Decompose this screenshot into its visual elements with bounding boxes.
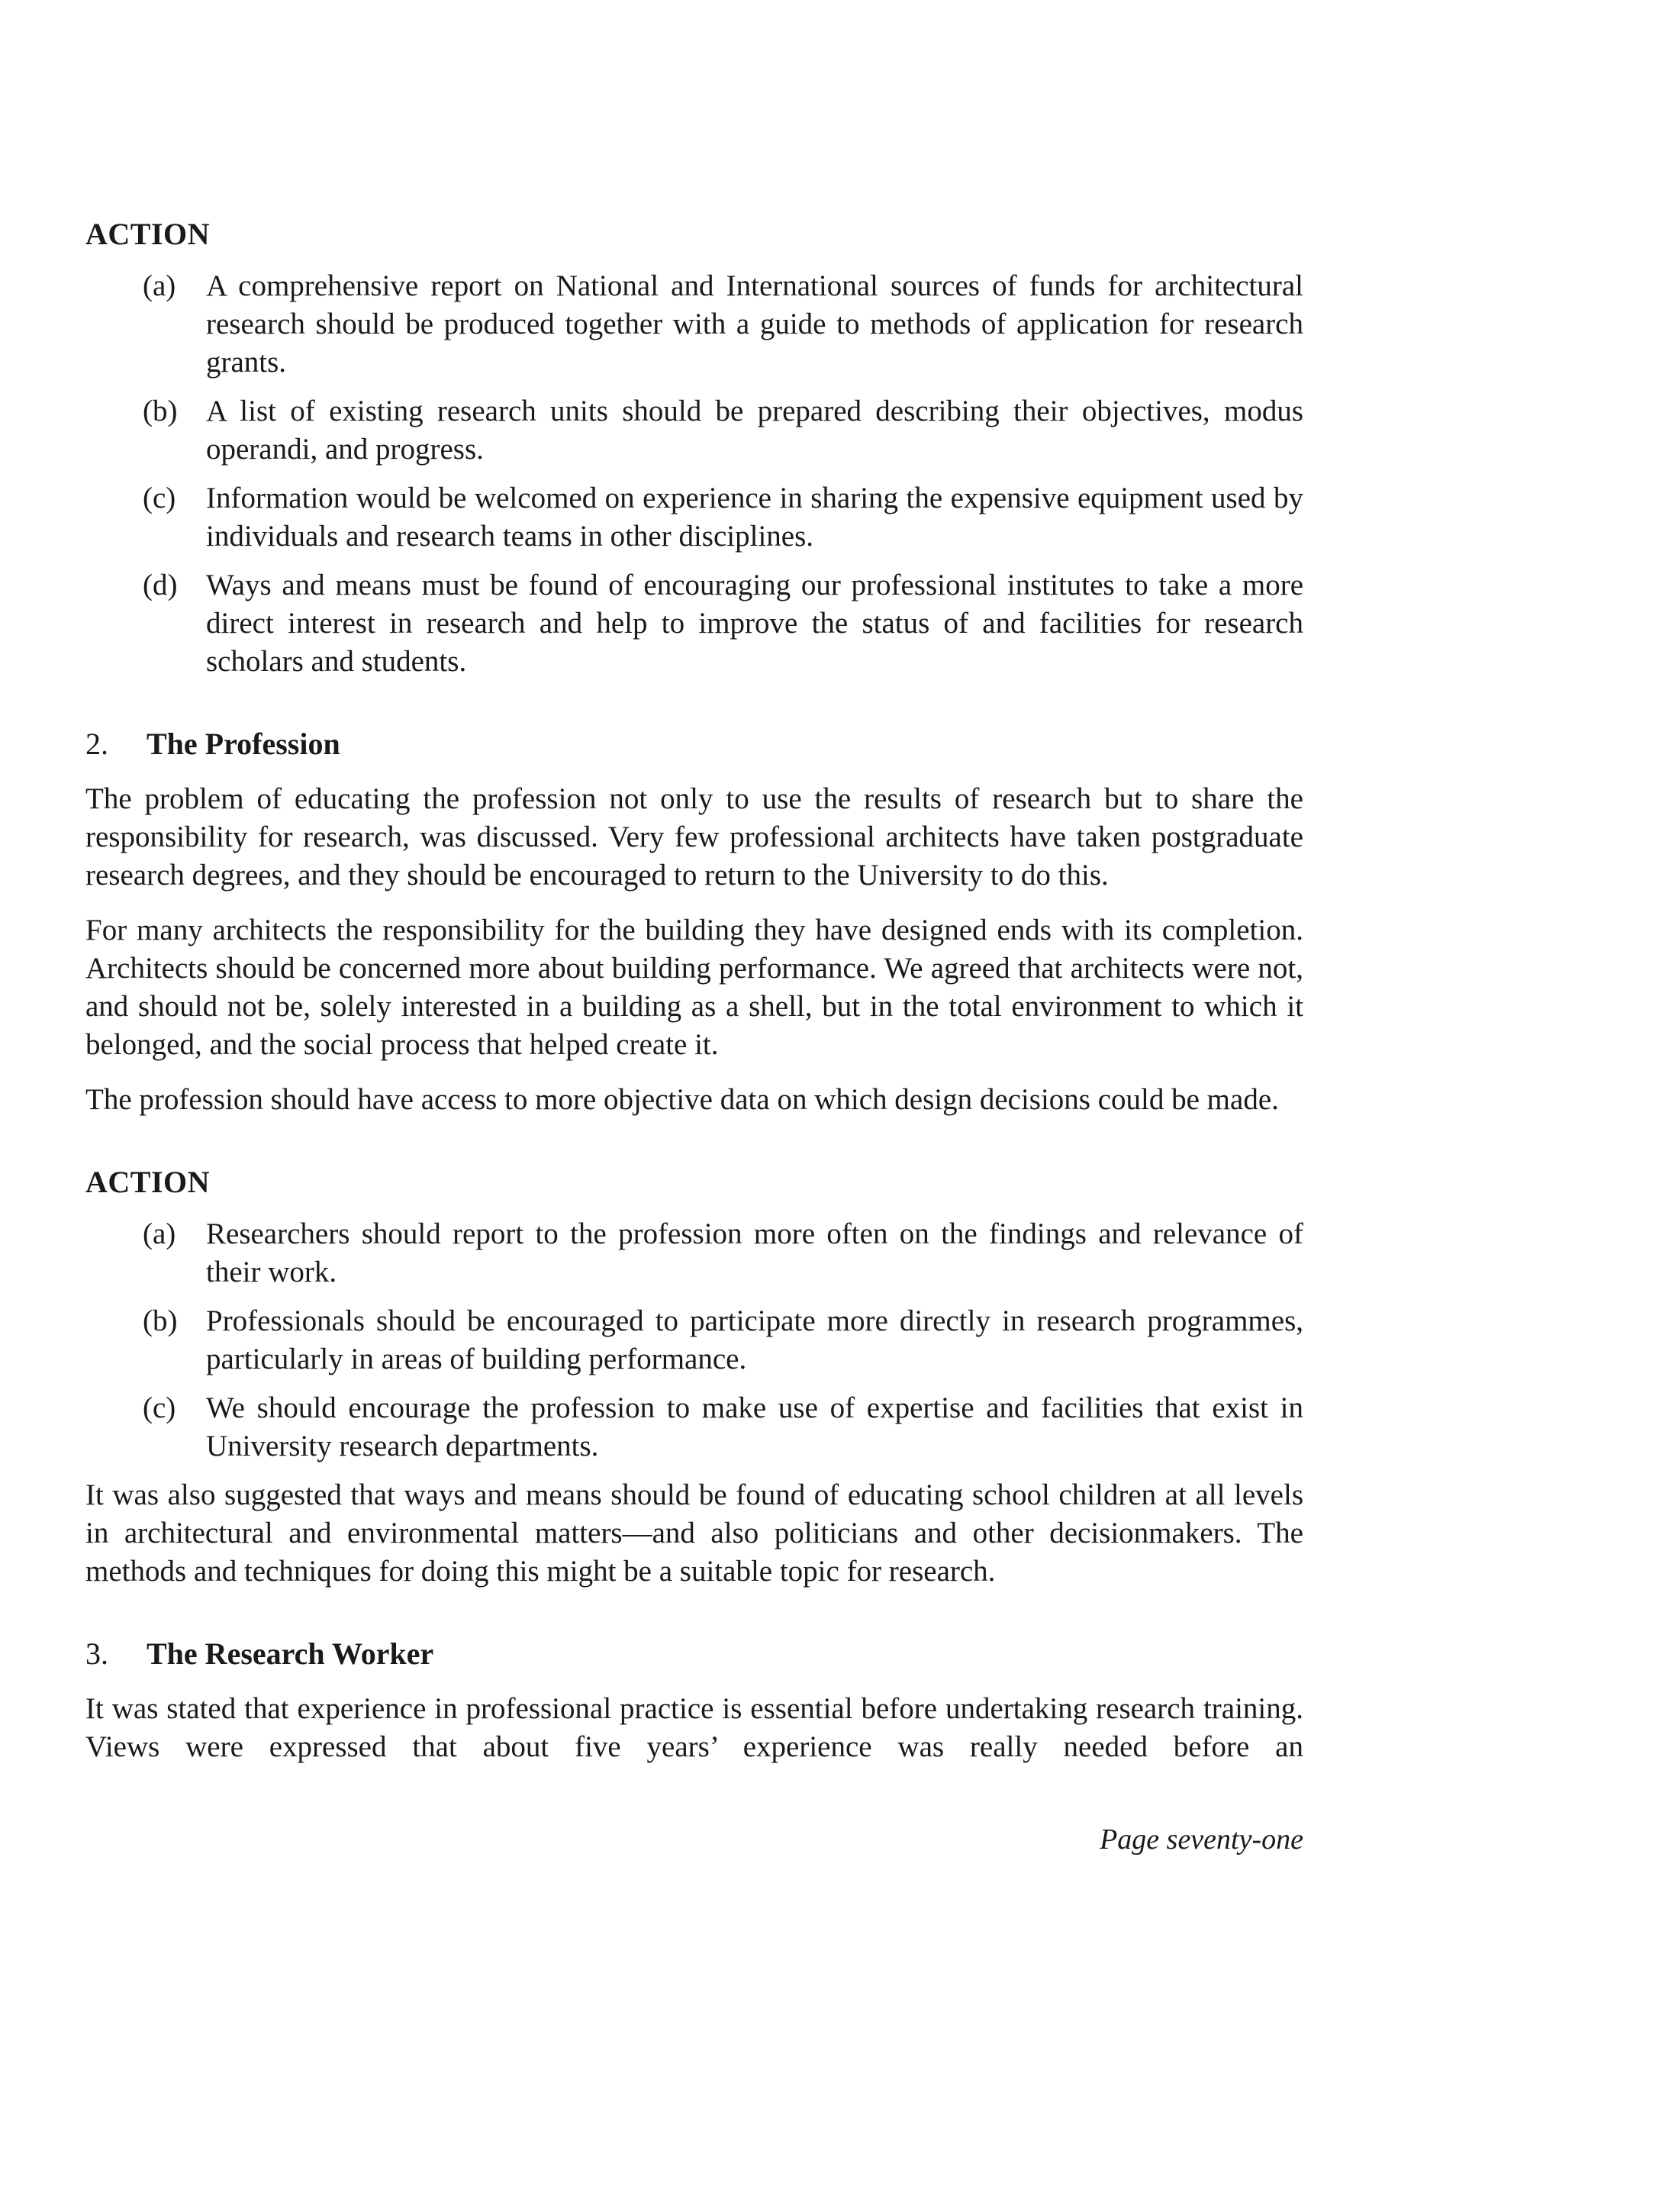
action-item (85, 392, 1303, 469)
action-item-marker: (d) (143, 569, 178, 601)
action-item-text: Professionals should be encouraged to participate more directly in research programmes, particularly in areas of building performance. (206, 1304, 1303, 1375)
section-number: 2. (85, 727, 108, 761)
action-item-marker: (a) (143, 269, 176, 302)
action-list-1 (85, 267, 1303, 681)
section-heading-profession (85, 725, 1303, 763)
action-item-marker: (c) (143, 1391, 176, 1424)
body-paragraph: The problem of educating the profession not only to use the results of research but to share the responsibility for research, was discussed. Very few professional architects have taken postgraduate research degrees, and they should be encouraged to return to the University to do this. (85, 782, 1303, 892)
spacer (85, 1136, 1303, 1163)
action-item-marker: (a) (143, 1217, 176, 1250)
section-title: The Research Worker (147, 1636, 434, 1671)
action-item (85, 566, 1303, 681)
action-block-2 (85, 1163, 1303, 1591)
action-item-text: A list of existing research units should be prepared describing their objectives, modus operandi, and progress. (206, 395, 1303, 466)
action-item-text: Ways and means must be found of encouraging our professional institutes to take a more direct interest in research and help to improve the status of and facilities for research scholars and students. (206, 569, 1303, 678)
section-number: 3. (85, 1636, 108, 1671)
section-research-worker (85, 1635, 1303, 1766)
action-item (85, 267, 1303, 382)
action-heading-1: ACTION (85, 217, 211, 251)
action-item-text: We should encourage the profession to make use of expertise and facilities that exist in University research departments. (206, 1391, 1303, 1462)
section-title: The Profession (147, 727, 340, 761)
action-item (85, 1302, 1303, 1378)
section-heading-research-worker (85, 1635, 1303, 1673)
action-item-text: A comprehensive report on National and International sources of funds for architectural research should be produced together with a guide to methods of application for research grants. (206, 269, 1303, 379)
action-list-2 (85, 1215, 1303, 1466)
action-heading-2: ACTION (85, 1165, 211, 1199)
body-paragraph: It was also suggested that ways and means should be found of educating school children at all levels in architectural and environmental matters—and also politicians and other decisionmakers. The methods and techniques for doing this might be a suitable topic for research. (85, 1478, 1303, 1588)
action-item (85, 1215, 1303, 1291)
action-item-text: Information would be welcomed on experience in sharing the expensive equipment used by individuals and research teams in other disciplines. (206, 482, 1303, 553)
action-item-marker: (b) (143, 1304, 178, 1337)
action-block-1 (85, 215, 1303, 681)
body-paragraph: It was stated that experience in professional practice is essential before undertaking research training. Views were expressed that about five years’ experience was really needed before an (85, 1692, 1303, 1763)
document-page (85, 215, 1303, 1783)
body-paragraph: The profession should have access to more objective data on which design decisions could be made. (85, 1083, 1279, 1116)
action-item (85, 1389, 1303, 1466)
action-item-marker: (c) (143, 482, 176, 514)
body-paragraph: For many architects the responsibility for the building they have designed ends with its completion. Architects should be concerned more about building performance. We agreed that architects were not, and should not be, solely interested in a building as a shell, but in the total environment to which it belonged, and the social process that helped create it. (85, 914, 1303, 1061)
action-item-text: Researchers should report to the profession more often on the findings and relevance of their work. (206, 1217, 1303, 1288)
page-number-label: Page seventy-one (1100, 1823, 1303, 1856)
action-item (85, 479, 1303, 556)
action-item-marker: (b) (143, 395, 178, 427)
section-profession (85, 725, 1303, 1119)
